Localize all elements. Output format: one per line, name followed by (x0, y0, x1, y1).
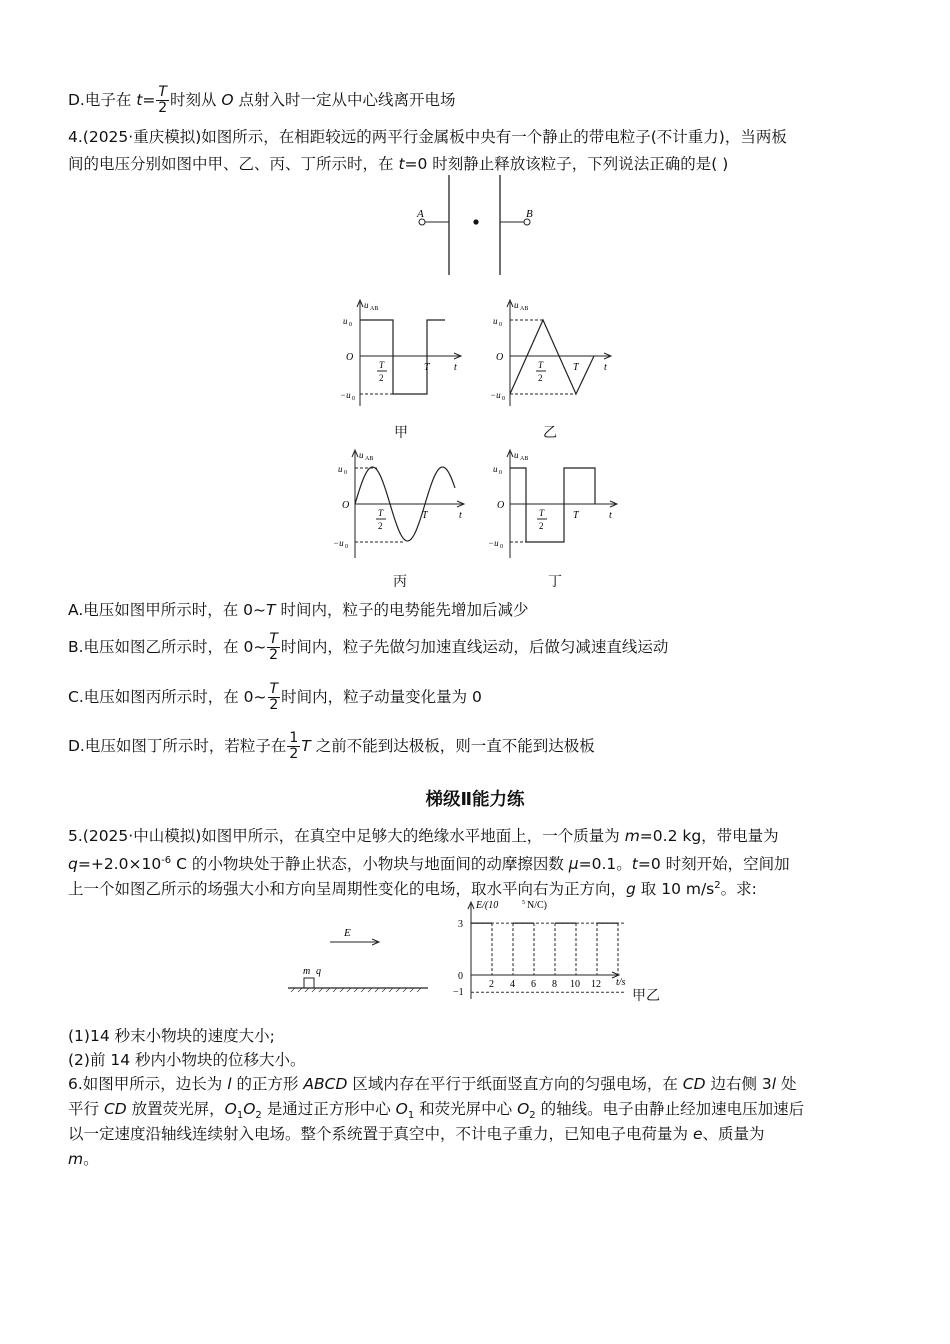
q5-line2: $q=+2.0\times 10^{-6}$ C 的小物块处于静止状态，小物块与地面间的动摩擦因数 μ=0.1。t=0 时刻开始，空间加 (68, 855, 790, 874)
svg-text:2: 2 (378, 521, 383, 531)
svg-text:N/C): N/C) (527, 900, 547, 911)
q4-stem-line1: 4.(2025·重庆模拟)如图所示，在相距较远的两平行金属板中央有一个静止的带电粒子(不计重力)，当两板 (68, 128, 787, 146)
q5-line1: 5.(2025·中山模拟)如图甲所示，在真空中足够大的绝缘水平地面上，一个质量为 m=0.2 kg，带电量为 (68, 827, 779, 845)
svg-text:AB: AB (370, 306, 379, 312)
svg-text:0: 0 (345, 544, 348, 550)
svg-text:0: 0 (499, 470, 502, 476)
svg-text:u: u (343, 316, 348, 326)
svg-text:m: m (303, 966, 311, 977)
svg-text:0: 0 (502, 396, 505, 402)
svg-text:q: q (316, 966, 321, 977)
graph-label-ding: 丁 (548, 574, 562, 590)
graph-label-yi: 乙 (543, 425, 557, 441)
graph-ding (488, 446, 623, 566)
parallel-plates-figure (400, 175, 560, 275)
q6-line4: m。 (68, 1150, 99, 1168)
svg-text:AB: AB (520, 456, 529, 462)
x-tick-2: 2 (489, 979, 494, 990)
q4-option-d: D.电压如图丁所示时，若粒子在 $\frac{1}{2}$ T 之前不能到达极板，则一直不能到达极板 (68, 730, 595, 762)
graph-label-bing: 丙 (393, 574, 407, 590)
svg-text:T: T (539, 508, 545, 518)
svg-text:u: u (364, 300, 369, 310)
x-tick-6: 6 (531, 979, 536, 990)
svg-text:T: T (422, 510, 428, 521)
svg-text:T: T (573, 362, 579, 373)
graph-jia (340, 296, 470, 416)
svg-text:T: T (379, 360, 385, 370)
y-tick-0: 0 (458, 971, 463, 982)
q5-figure-caption: 甲乙 (632, 988, 660, 1004)
y-tick-3: 3 (458, 919, 463, 930)
svg-text:u: u (514, 300, 519, 310)
label-b: B (526, 208, 533, 220)
svg-text:0: 0 (499, 322, 502, 328)
q5-figure-jia (288, 918, 438, 998)
q4-option-a: A.电压如图甲所示时，在 0~T 时间内，粒子的电势能先增加后减少 (68, 601, 529, 619)
svg-text:u: u (338, 464, 343, 474)
graph-bing (333, 446, 473, 566)
svg-text:O: O (346, 352, 354, 363)
svg-text:0: 0 (344, 470, 347, 476)
label-a: A (417, 208, 424, 220)
svg-text:t: t (604, 362, 607, 373)
section-title: 梯级Ⅱ能力练 (425, 790, 525, 810)
q6-line2: 平行 CD 放置荧光屏，$O_1O_2$ 是通过正方形中心 $O_1$ 和荧光屏中心 $O_2$ 的轴线。电子由静止经加速电压加速后 (68, 1100, 805, 1122)
q5-sub2: (2)前 14 秒内小物块的位移大小。 (68, 1051, 306, 1069)
x-tick-10: 10 (570, 979, 580, 990)
svg-text:T: T (538, 360, 544, 370)
svg-text:E: E (344, 927, 351, 939)
x-tick-4: 4 (510, 979, 515, 990)
svg-text:O: O (497, 500, 505, 511)
q3-option-d: D.电子在 t= $\frac{T}{2}$ 时刻从 O 点射入时一定从中心线离开电场 (68, 84, 456, 116)
fraction-t-half: $\frac{T}{2}$ (158, 84, 168, 116)
svg-text:AB: AB (365, 456, 374, 462)
svg-text:O: O (496, 352, 504, 363)
svg-text:t: t (454, 362, 457, 373)
q4-option-c: C.电压如图丙所示时，在 0~ $\frac{T}{2}$ 时间内，粒子动量变化量为 0 (68, 681, 482, 713)
svg-text:T: T (424, 362, 430, 373)
x-tick-12: 12 (591, 979, 601, 990)
svg-text:u: u (493, 316, 498, 326)
svg-text:O: O (342, 500, 350, 511)
svg-text:0: 0 (500, 544, 503, 550)
svg-text:T: T (573, 510, 579, 521)
q5-sub1: (1)14 秒末小物块的速度大小; (68, 1027, 275, 1045)
q6-line1: 6.如图甲所示，边长为 l 的正方形 ABCD 区域内存在平行于纸面竖直方向的匀强电场，在 CD 边右侧 3l 处 (68, 1075, 797, 1093)
svg-text:u: u (493, 464, 498, 474)
svg-text:−u: −u (340, 390, 351, 400)
svg-text:t: t (609, 510, 612, 521)
x-tick-8: 8 (552, 979, 557, 990)
svg-text:0: 0 (352, 396, 355, 402)
x-axis-label: t/s (616, 977, 626, 988)
svg-text:5: 5 (522, 900, 525, 906)
charged-particle (473, 219, 478, 224)
e-t-chart (438, 896, 630, 1006)
svg-text:−u: −u (490, 390, 501, 400)
y-tick-neg1: −1 (453, 987, 464, 998)
graph-label-jia: 甲 (394, 425, 408, 441)
graph-yi (490, 296, 620, 416)
svg-text:−u: −u (488, 538, 499, 548)
q6-line3: 以一定速度沿轴线连续射入电场。整个系统置于真空中，不计电子重力，已知电子电荷量为 e、质量为 (68, 1125, 765, 1143)
svg-text:−u: −u (333, 538, 344, 548)
svg-text:AB: AB (520, 306, 529, 312)
svg-text:u: u (359, 450, 364, 460)
svg-text:u: u (514, 450, 519, 460)
svg-text:t: t (459, 510, 462, 521)
svg-text:2: 2 (538, 373, 543, 383)
svg-text:2: 2 (539, 521, 544, 531)
svg-text:T: T (378, 508, 384, 518)
q4-stem-line2: 间的电压分别如图中甲、乙、丙、丁所示时，在 t=0 时刻静止释放该粒子，下列说法正确的是( ) (68, 155, 729, 173)
svg-text:0: 0 (349, 322, 352, 328)
small-block (304, 978, 314, 988)
q4-option-b: B.电压如图乙所示时，在 0~ $\frac{T}{2}$ 时间内，粒子先做匀加速直线运动，后做匀减速直线运动 (68, 631, 669, 663)
svg-text:E/(10: E/(10 (476, 900, 499, 911)
svg-text:2: 2 (379, 373, 384, 383)
q5-line3: 上一个如图乙所示的场强大小和方向呈周期性变化的电场，取水平向右为正方向，g 取 10 $m/s^2$。求: (68, 880, 757, 899)
